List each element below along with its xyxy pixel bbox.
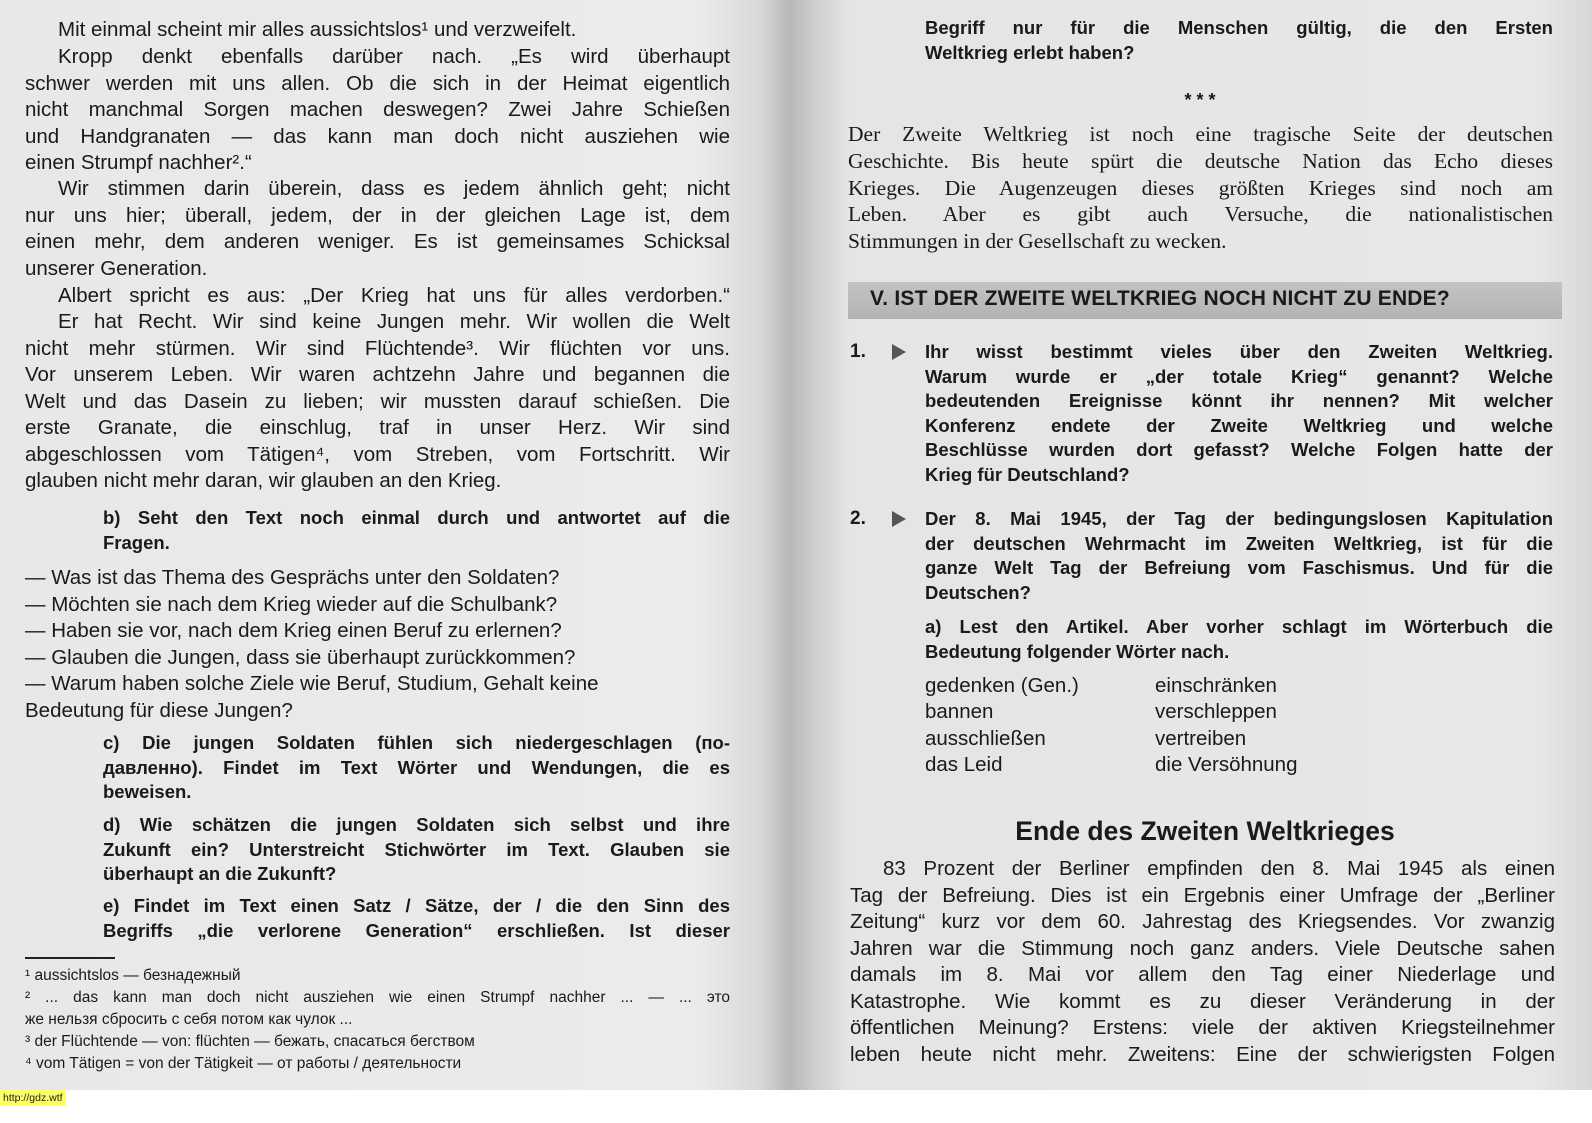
text-line: das Leid [925,752,1003,776]
paragraph [25,309,730,495]
paragraph [58,283,730,310]
text-line: nicht mehr stürmen. Wir sind Flüchtende³. Wir flüchten vor uns. [25,336,730,360]
task-b [103,506,730,555]
text-line: Weltkrieg erlebt haben? [925,41,1135,63]
paragraph [58,17,730,44]
text-line: einen Strumpf nachher².“ [25,151,252,174]
intro-paragraph [848,121,1553,255]
text-line: ganze Welt Tag der Befreiung vom Faschismus. Und für die [925,557,1553,579]
text-line: Katastrophe. Wie kommt es zu dieser Veränderung in der [850,989,1555,1013]
text-line: Jahren war die Stimmung noch ganz anders. Viele Deutsche sahen [850,936,1555,960]
text-line: Der 8. Mai 1945, der Tag der bedingungslosen Kapitulation [925,508,1553,529]
text-line: damals im 8. Mai vor allem den Tag einer Niederlage und [850,963,1555,986]
question-list [25,565,730,724]
text-line: Konferenz endete der Zweite Weltkrieg und welche [925,414,1553,436]
text-line: die Versöhnung [1155,752,1298,776]
text-line: verschleppen [1155,700,1277,724]
text-line: — Möchten sie nach dem Krieg wieder auf die Schulbank? [25,592,558,616]
text-line: — Was ist das Thema des Gesprächs unter den Soldaten? [25,566,560,589]
task-2 [925,507,1553,605]
text-line: glauben nicht mehr daran, wir glauben an den Krieg. [25,469,502,492]
text-line: überhaupt an die Zukunft? [103,863,337,885]
text-line: bedeutenden Ereignisse könnt ihr nennen? Mit welcher [925,390,1553,412]
text-line: Begriff nur für die Menschen gültig, die den Ersten [925,17,1553,38]
task-number: 1. [850,341,866,362]
text-line: Zeitung“ kurz vor dem 60. Jahrestag des Kriegsendes. Vor zwanzig [850,910,1555,933]
text-line: Beschlüsse wurden dort gefasst? Welche Folgen hatte der [925,439,1553,461]
text-line: Fragen. [103,531,170,553]
text-line: einen mehr, dem anderen weniger. Es ist gemeinsames Schicksal [25,230,730,253]
section-heading: V. IST DER ZWEITE WELTKRIEG NOCH NICHT ZU ENDE? [870,287,1450,310]
vocabulary-column-2 [1155,673,1297,778]
text-line: — Glauben die Jungen, dass sie überhaupt zurückkommen? [25,645,576,669]
text-line: Albert spricht es aus: „Der Krieg hat uns für alles verdorben.“ [58,284,730,307]
text-line: Der Zweite Weltkrieg ist noch eine tragische Seite der deutschen [848,122,1553,146]
text-line: Leben. Aber es gibt auch Versuche, die nationalistischen [848,202,1553,227]
arrow-marker-icon [892,344,906,360]
text-line: Wir stimmen darin überein, dass es jedem ähnlich geht; nicht [58,177,730,200]
text-line: ¹ aussichtslos — безнадежный [25,967,241,984]
text-line: Krieges. Die Augenzeugen dieses größten Krieges sind noch am [848,175,1553,200]
text-line: der deutschen Wehrmacht im Zweiten Weltkrieg, ist für die [925,532,1553,554]
text-line: schwer werden mit uns allen. Ob die sich in der Heimat eigentlich [25,71,730,95]
arrow-marker-icon [892,511,906,527]
watermark-link[interactable]: http://gdz.wtf [0,1090,66,1106]
text-line: ² ... das kann man doch nicht ausziehen wie einen Strumpf nachher ... — ... это [25,989,730,1006]
text-line: erste Granate, die einschlug, traf in unser Herz. Wir sind [25,416,730,439]
text-line: ³ der Flüchtende — von: flüchten — бежать, спасаться бегством [25,1033,475,1050]
text-line: 83 Prozent der Berliner empfinden den 8. Mai 1945 als einen [883,857,1555,880]
text-line: Welt und das Dasein zu lieben; wir mussten darauf schießen. Die [25,389,730,413]
text-line: Er hat Recht. Wir sind keine Jungen mehr. Wir wollen die Welt [58,310,730,333]
text-line: b) Seht den Text noch einmal durch und antwortet auf die [103,507,730,528]
text-line: Vor unserem Leben. Wir waren achtzehn Jahre und begannen die [25,363,730,386]
text-line: Deutschen? [925,581,1031,603]
text-line: vertreiben [1155,726,1247,750]
text-line: ⁴ vom Tätigen = von der Tätigkeit — от работы / деятельности [25,1055,462,1072]
task-e [103,894,730,943]
text-line: Mit einmal scheint mir alles aussichtslos¹ und verzweifelt. [58,18,577,41]
text-line: nur uns hier; überall, jedem, der in der gleichen Lage ist, dem [25,203,730,227]
text-line: Zukunft ein? Unterstreicht Stichwörter im Text. Glauben sie [103,838,730,860]
text-line: Stimmungen in der Gesellschaft zu wecken. [848,229,1227,254]
text-line: öffentlichen Meinung? Erstens: viele der aktiven Kriegsteilnehmer [850,1016,1555,1039]
text-line: Bedeutung für diese Jungen? [25,698,293,722]
text-line: abgeschlossen vom Tätigen⁴, vom Streben, vom Fortschritt. Wir [25,442,730,466]
text-line: Bedeutung folgender Wörter nach. [925,640,1230,662]
text-line: же нельзя сбросить с себя потом как чулок ... [25,1011,353,1028]
text-line: — Haben sie vor, nach dem Krieg einen Beruf zu erlernen? [25,619,562,642]
text-line: — Warum haben solche Ziele wie Beruf, Studium, Gehalt keine [25,672,599,695]
task-number: 2. [850,508,866,529]
footnotes [25,965,730,1075]
text-line: Kropp denkt ebenfalls darüber nach. „Es wird überhaupt [58,45,730,68]
text-line: leben heute nicht mehr. Zweitens: Eine der schwierigsten Folgen [850,1042,1555,1066]
text-line: давленно). Findet im Text Wörter und Wendungen, die es [103,756,730,778]
task-e-continued [925,16,1553,65]
text-line: a) Lest den Artikel. Aber vorher schlagt im Wörterbuch die [925,616,1553,637]
text-line: unserer Generation. [25,256,208,280]
text-line: Begriffs „die verlorene Generation“ erschließen. Ist dieser [103,919,730,941]
text-line: c) Die jungen Soldaten fühlen sich niedergeschlagen (по- [103,732,730,753]
paragraph [25,176,730,282]
text-line: beweisen. [103,781,192,803]
text-line: ausschließen [925,726,1046,750]
text-line: Geschichte. Bis heute spürt die deutsche Nation das Echo dieses [848,148,1553,173]
task-c [103,731,730,805]
section-heading-bar [848,282,1562,319]
task-1 [925,340,1553,488]
text-line: Ihr wisst bestimmt vieles über den Zweiten Weltkrieg. [925,341,1553,362]
text-line: Krieg für Deutschland? [925,463,1130,485]
task-d [103,813,730,887]
text-line: gedenken (Gen.) [925,674,1079,697]
section-separator: * * * [1184,90,1216,110]
text-line: einschränken [1155,674,1277,697]
task-2a [925,615,1553,664]
article-title: Ende des Zweiten Weltkrieges [1015,816,1395,846]
text-line: d) Wie schätzen die jungen Soldaten sich selbst und ihre [103,814,730,835]
vocabulary-column-1 [925,673,1079,778]
text-line: nicht manchmal Sorgen machen deswegen? Zwei Jahre Schießen [25,98,730,121]
text-line: und Handgranaten — das kann man doch nicht ausziehen wie [25,124,730,148]
paragraph [25,44,730,177]
text-line: bannen [925,700,994,724]
text-line: Tag der Befreiung. Dies ist ein Ergebnis einer Umfrage der „Berliner [850,883,1555,907]
text-line: Warum wurde er „der totale Krieg“ genannt? Welche [925,365,1553,387]
footnote-divider [25,957,115,959]
text-line: e) Findet im Text einen Satz / Sätze, der / die den Sinn des [103,895,730,916]
article-text [850,856,1555,1068]
